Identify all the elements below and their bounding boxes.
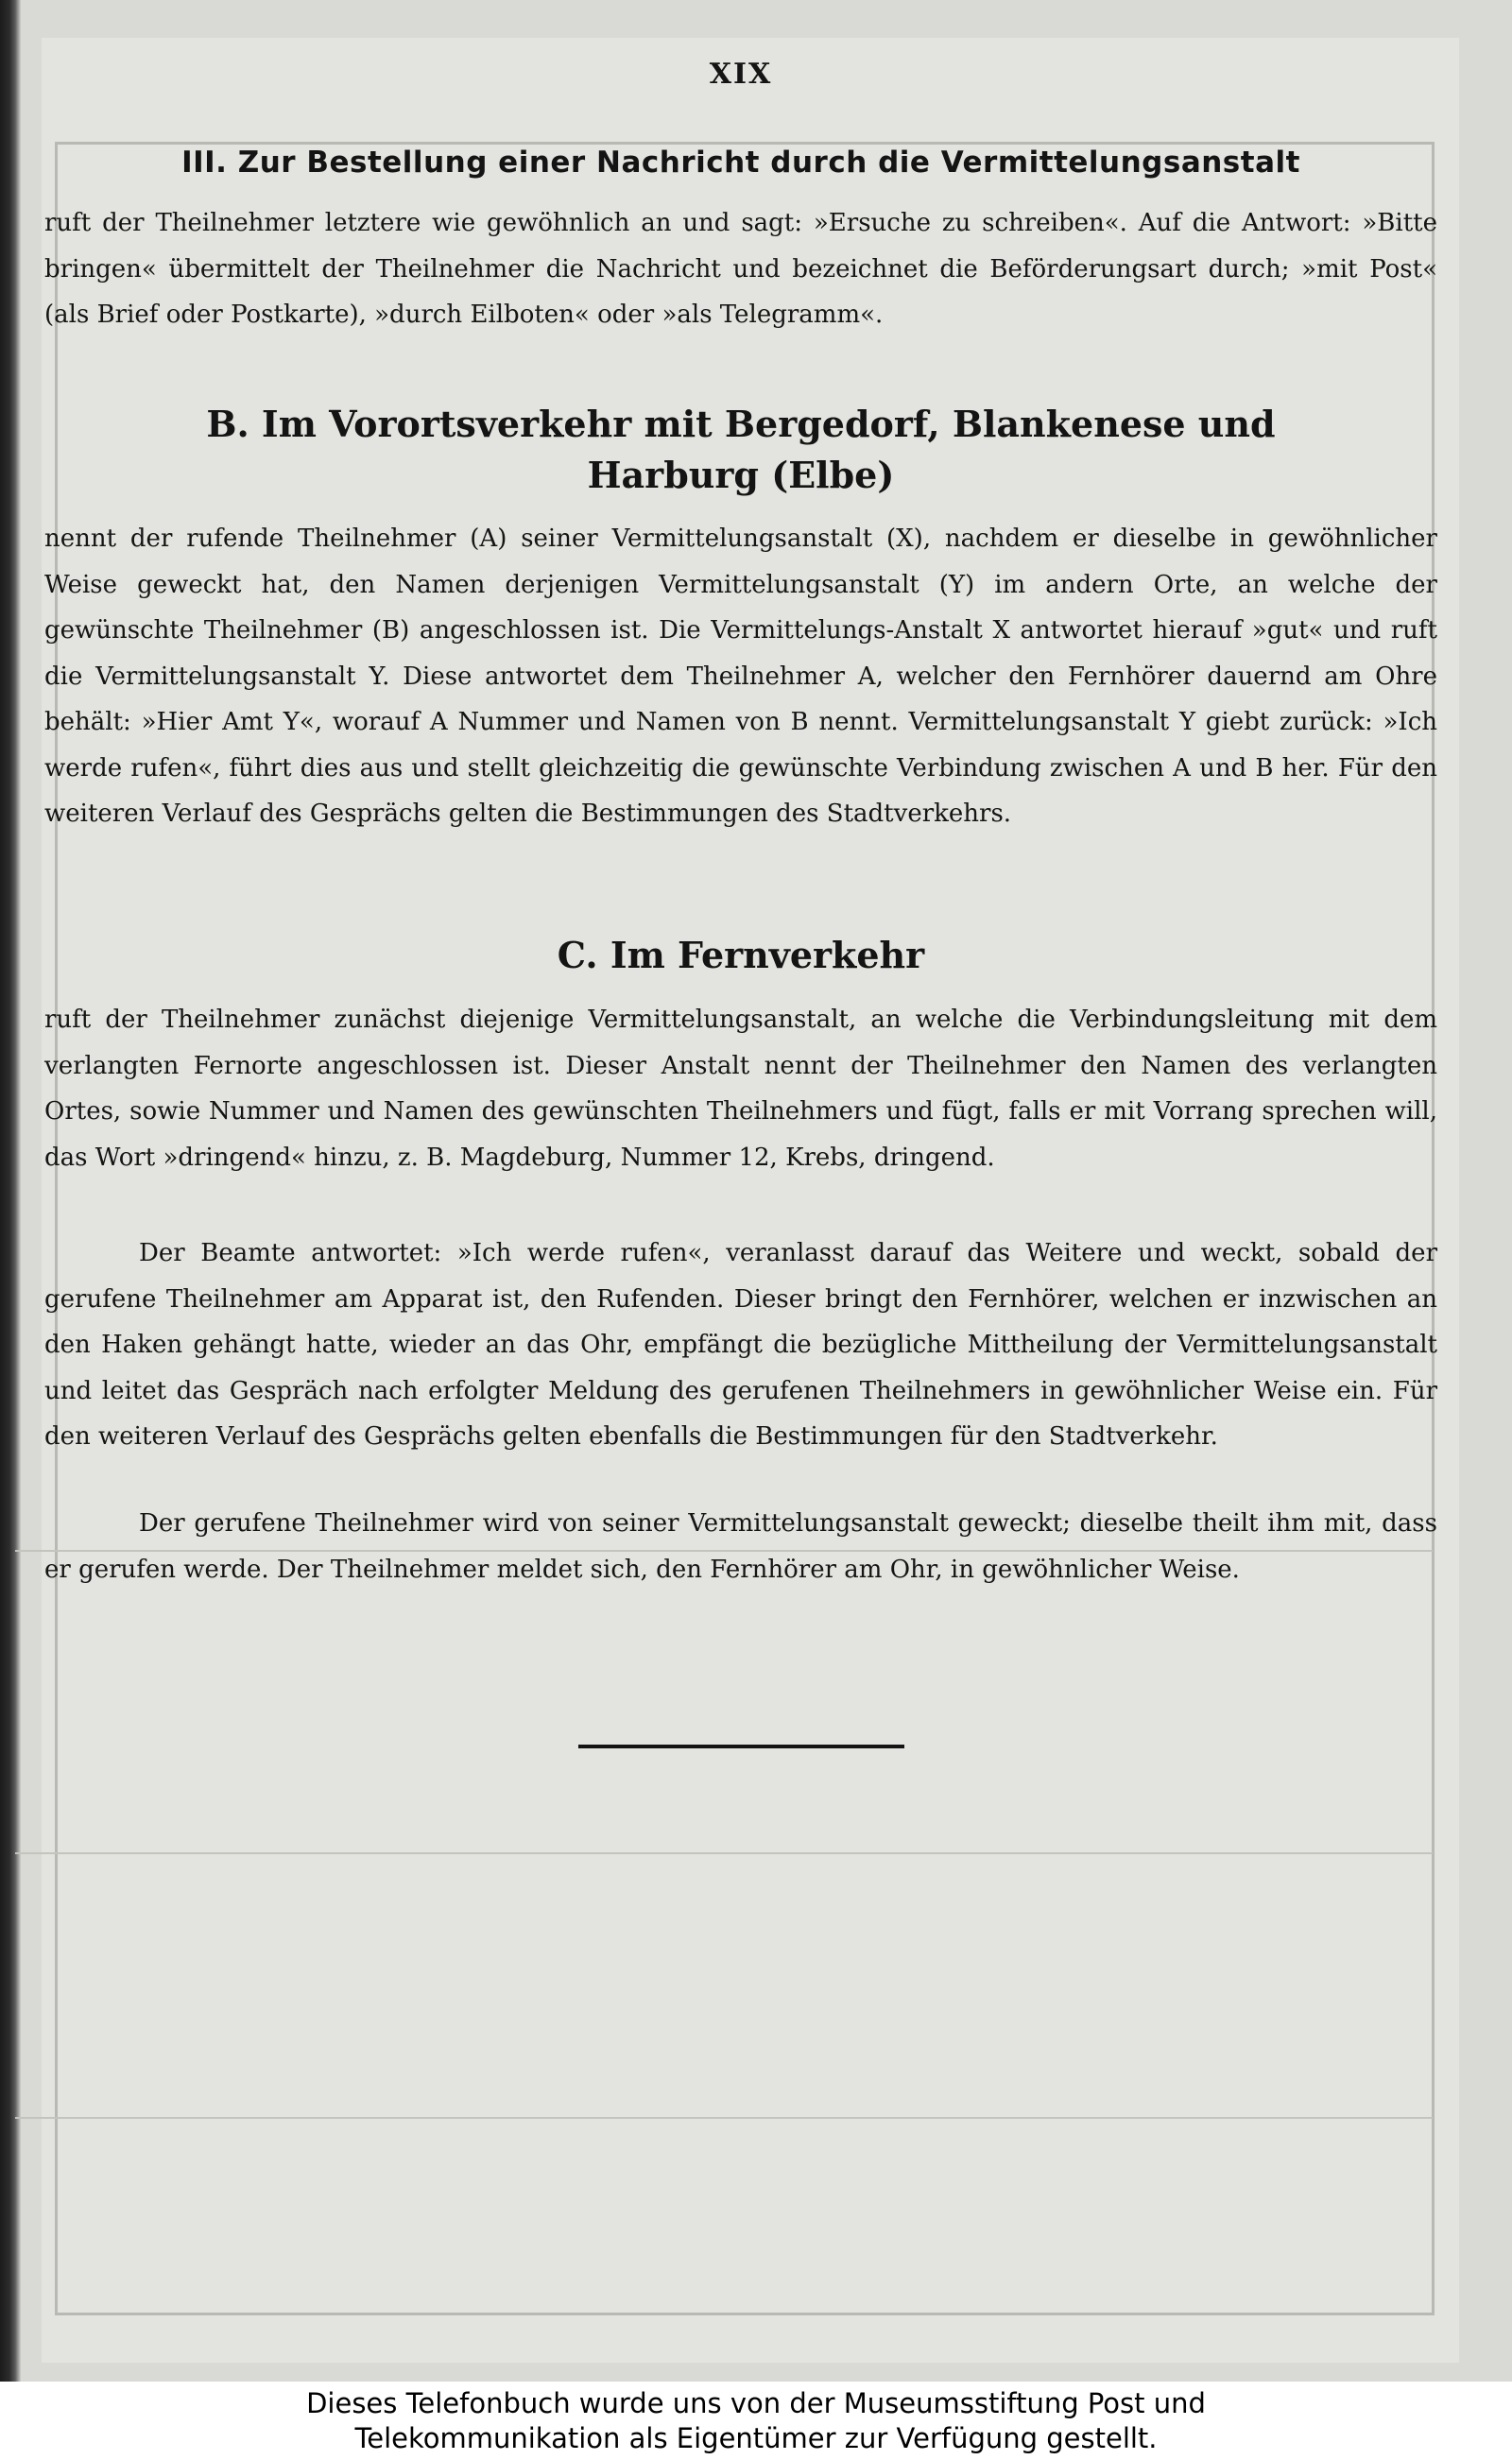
footer-line-1: Dieses Telefonbuch wurde uns von der Museumsstiftung Post und [306,2387,1206,2419]
section-iii-heading: III. Zur Bestellung einer Nachricht durch die Vermittelungsanstalt [181,146,1300,180]
footer-line-2: Telekommunikation als Eigentümer zur Verfügung gestellt. [354,2422,1158,2454]
bleed-through-line [15,2117,1433,2119]
copyright-footer [0,2382,1512,2460]
section-b-paragraph: nennt der rufende Theilnehmer (A) seiner Vermittelungsanstalt (X), nachdem er dieselbe in gewöhnlicher Weise geweckt hat, den Namen derjenigen Vermittelungsanstalt (Y) im andern Orte, an welche der gewünschte Theilnehmer (B) angeschlossen ist. Die Vermittelungs-Anstalt X antwortet hierauf »gut« und ruft die Vermittelungsanstalt Y. Diese antwortet dem Theilnehmer A, welcher den Fernhörer dauernd am Ohre behält: »Hier Amt Y«, worauf A Nummer und Namen von B nennt. Vermittelungsanstalt Y giebt zurück: »Ich werde rufen«, führt dies aus und stellt gleichzeitig die gewünschte Verbindung zwischen A und B her. Für den weiteren Verlauf des Gesprächs gelten die Bestimmungen des Stadtverkehrs. [44,525,1437,828]
section-c-paragraph-3: Der gerufene Theilnehmer wird von seiner Vermittelungsanstalt geweckt; dieselbe theilt ihm mit, dass er gerufen werde. Der Theilnehmer meldet sich, den Fernhörer am Ohr, in gewöhnlicher Weise. [44,1509,1437,1584]
section-c-heading: C. Im Fernverkehr [557,934,925,976]
section-c-paragraph-1: ruft der Theilnehmer zunächst diejenige Vermittelungsanstalt, an welche die Verbindungsleitung mit dem verlangten Fernorte angeschlossen ist. Dieser Anstalt nennt der Theilnehmer den Namen des verlangten Ortes, sowie Nummer und Namen des gewünschten Theilnehmers und fügt, falls er mit Vorrang sprechen will, das Wort »dringend« hinzu, z. B. Magdeburg, Nummer 12, Krebs, dringend. [44,1006,1437,1172]
section-iii-paragraph: ruft der Theilnehmer letztere wie gewöhnlich an und sagt: »Ersuche zu schreiben«. Auf die Antwort: »Bitte bringen« übermittelt der Theilnehmer die Nachricht und bezeichnet die Beförderungsart durch; »mit Post« (als Brief oder Postkarte), »durch Eilboten« oder »als Telegramm«. [44,209,1437,329]
page-number: XIX [709,58,773,91]
section-c-paragraph-2: Der Beamte antwortet: »Ich werde rufen«, veranlasst darauf das Weitere und weckt, sobald der gerufene Theilnehmer am Apparat ist, den Rufenden. Dieser bringt den Fernhörer, welchen er inzwischen an den Haken gehängt hatte, wieder an das Ohr, empfängt die bezügliche Mittheilung der Vermittelungsanstalt und leitet das Gespräch nach erfolgter Meldung des gerufenen Theilnehmers in gewöhnlicher Weise ein. Für den weiteren Verlauf des Gesprächs gelten ebenfalls die Bestimmungen für den Stadtverkehr. [44,1239,1437,1451]
bleed-through-line [15,1852,1433,1854]
section-b-heading-line1: B. Im Vorortsverkehr mit Bergedorf, Blankenese und [206,403,1276,445]
section-b-heading [44,399,1437,501]
end-rule [578,1745,904,1748]
section-b-heading-line2: Harburg (Elbe) [587,454,895,496]
book-spine-edge [0,0,21,2382]
